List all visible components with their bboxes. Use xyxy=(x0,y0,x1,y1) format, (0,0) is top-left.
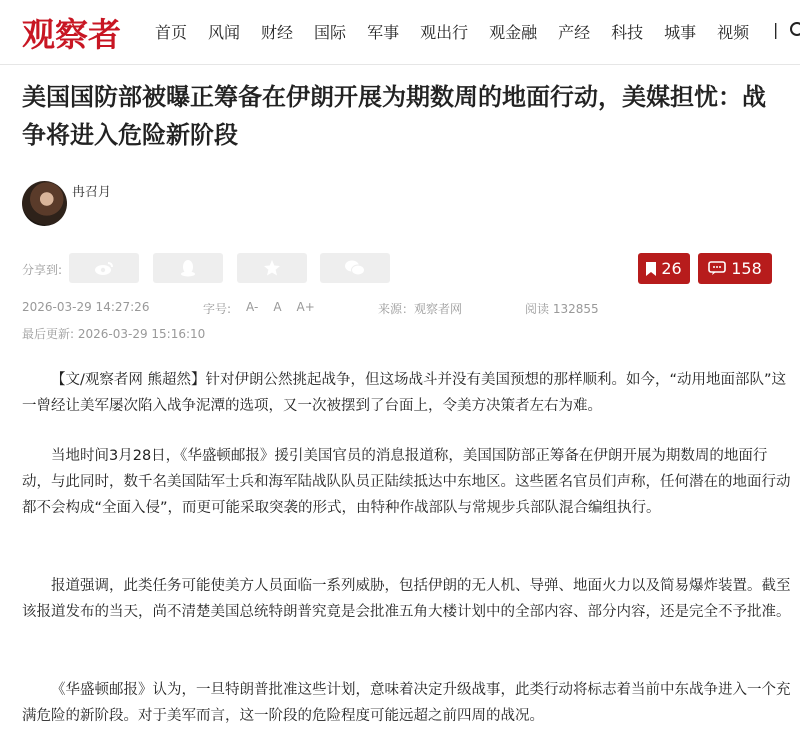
article-title: 美国国防部被曝正筹备在伊朗开展为期数周的地面行动，美媒担忧：战争将进入危险新阶段 xyxy=(22,83,766,149)
publish-time: 2026-03-29 14:27:26 xyxy=(22,300,150,314)
article-paragraph-1: 【文/观察者网 熊超然】针对伊朗公然挑起战争，但这场战斗并没有美国预想的那样顺利。如今，“动用地面部队”这一曾经让美军屡次陷入战争泥潭的选项，又一次被摆到了台面上，令美方决策者左右为难。 xyxy=(22,372,787,414)
font-decrease-button[interactable]: A- xyxy=(246,300,259,314)
nav-item-tech[interactable]: 科技 xyxy=(611,23,644,42)
share-weibo-button[interactable] xyxy=(69,253,139,283)
main-nav xyxy=(155,20,749,43)
search-icon[interactable] xyxy=(790,22,800,36)
bookmark-icon xyxy=(646,262,656,276)
nav-item-industry[interactable]: 产经 xyxy=(558,23,591,42)
font-increase-button[interactable]: A+ xyxy=(296,300,315,314)
nav-item-banking[interactable]: 观金融 xyxy=(489,23,538,42)
nav-item-travel[interactable]: 观出行 xyxy=(420,23,469,42)
nav-item-international[interactable]: 国际 xyxy=(314,23,347,42)
bookmark-button[interactable] xyxy=(638,253,690,284)
nav-item-video[interactable]: 视频 xyxy=(717,23,750,42)
nav-item-city[interactable]: 城事 xyxy=(664,23,697,42)
article-paragraph-3: 报道强调，此类任务可能使美方人员面临一系列威胁，包括伊朗的无人机、导弹、地面火力以及简易爆炸装置。截至该报道发布的当天，尚不清楚美国总统特朗普究竟是会批准五角大楼计划中的全部内容、部分内容，还是完全不予批准。 xyxy=(22,578,791,620)
share-wechat-button[interactable] xyxy=(320,253,390,283)
comment-count: 158 xyxy=(731,259,762,278)
share-qzone-button[interactable] xyxy=(237,253,307,283)
nav-item-fengwen[interactable]: 风闻 xyxy=(208,23,241,42)
nav-item-military[interactable]: 军事 xyxy=(367,23,400,42)
top-navigation-bar xyxy=(0,0,800,65)
nav-item-finance[interactable]: 财经 xyxy=(261,23,294,42)
nav-separator: | xyxy=(773,20,779,39)
font-size-label: 字号: xyxy=(203,302,232,316)
font-size-controls xyxy=(203,300,315,317)
avatar[interactable] xyxy=(22,181,67,226)
weibo-icon xyxy=(94,260,114,276)
last-updated: 最后更新: 2026-03-29 15:16:10 xyxy=(22,327,206,341)
qzone-icon xyxy=(263,259,281,277)
site-logo[interactable]: 观察者 xyxy=(22,15,121,54)
font-normal-button[interactable]: A xyxy=(273,300,282,314)
comment-icon xyxy=(708,261,726,276)
article-paragraph-2: 当地时间3月28日，《华盛顿邮报》援引美国官员的消息报道称，美国国防部正筹备在伊朗开展为期数周的地面行动，与此同时，数千名美国陆军士兵和海军陆战队队员正陆续抵达中东地区。这些匿名官员们声称，任何潜在的地面行动都不会构成“全面入侵”，而更可能采取突袭的形式，由特种作战部队与常规步兵部队混合编组执行。 xyxy=(22,448,791,516)
bookmark-count: 26 xyxy=(661,259,682,278)
wechat-icon xyxy=(344,259,366,277)
share-qq-button[interactable] xyxy=(153,253,223,283)
comment-button[interactable] xyxy=(698,253,772,284)
author-name[interactable]: 冉召月 xyxy=(72,185,112,200)
nav-item-home[interactable]: 首页 xyxy=(155,23,188,42)
view-count: 阅读 132855 xyxy=(525,302,599,316)
article-paragraph-4: 《华盛顿邮报》认为，一旦特朗普批准这些计划，意味着决定升级战事，此类行动将标志着当前中东战争进入一个充满危险的新阶段。对于美军而言，这一阶段的危险程度可能远超之前四周的战况。 xyxy=(22,682,791,724)
article-source: 来源：观察者网 xyxy=(378,302,463,316)
qq-icon xyxy=(180,259,196,277)
share-label: 分享到: xyxy=(22,263,63,277)
